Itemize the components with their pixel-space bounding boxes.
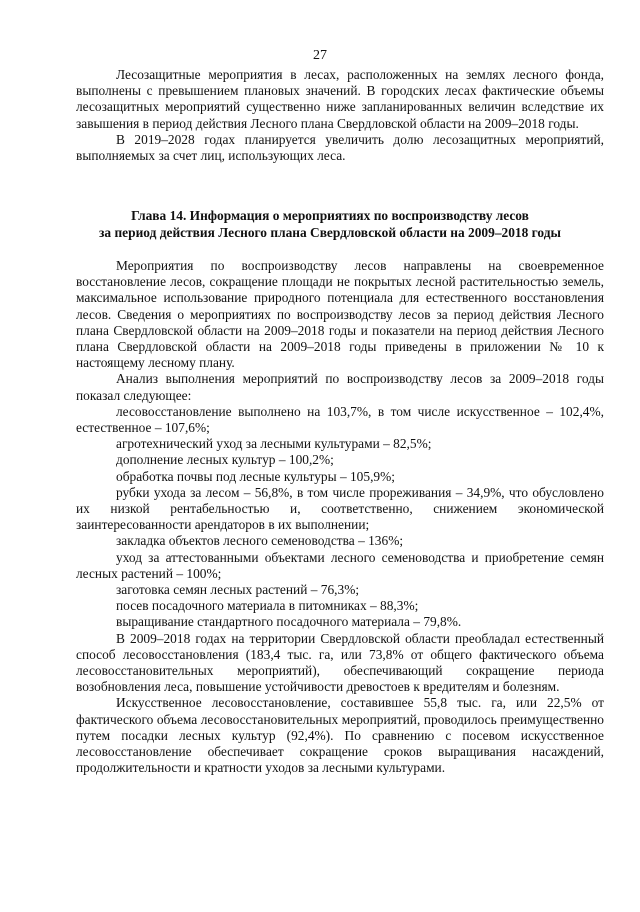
list-item: лесовосстановление выполнено на 103,7%, в том числе искусственное – 102,4%, естественное – 107,6%;: [76, 403, 604, 436]
paragraph: Искусственное лесовосстановление, составившее 55,8 тыс. га, или 22,5% от фактического объема лесовосстановительных мероприятий, проводилось преимущественно путем посадки лесных культур (92,4%). По сравнению с посевом искусственное лесовосстановление обеспечивает сокращение сроков выращивания насаждений, продолжительности и кратности уходов за лесными культурами.: [76, 695, 604, 776]
paragraph: В 2019–2028 годах планируется увеличить долю лесозащитных мероприятий, выполняемых за счет лиц, использующих леса.: [76, 131, 604, 164]
paragraph: Мероприятия по воспроизводству лесов направлены на своевременное восстановление лесов, сокращение площади не покрытых лесной растительностью земель, максимальное использование природного потенциала для естественного восстановления лесов. Сведения о мероприятиях по воспроизводству лесов за период действия Лесного плана Свердловской области на 2009–2018 годы и показатели на период действия Лесного плана Свердловской области на 2009–2018 годы приведены в приложении № 10 к настоящему лесному плану.: [76, 258, 604, 371]
list-item: дополнение лесных культур – 100,2%;: [116, 452, 334, 468]
chapter-heading-line: за период действия Лесного плана Свердловской области на 2009–2018 годы: [99, 224, 561, 240]
list-item: рубки ухода за лесом – 56,8%, в том числе прореживания – 34,9%, что обусловлено их низкой рентабельностью и, соответственно, снижением экономической заинтересованности арендаторов в их выполнении;: [76, 484, 604, 533]
chapter-heading-line: Глава 14. Информация о мероприятиях по воспроизводству лесов: [131, 208, 529, 223]
list-item: уход за аттестованными объектами лесного семеноводства и приобретение семян лесных растений – 100%;: [76, 549, 604, 581]
list-item: агротехнический уход за лесными культурами – 82,5%;: [116, 436, 432, 452]
list-item: закладка объектов лесного семеноводства – 136%;: [116, 533, 404, 549]
page-number: 27: [313, 48, 327, 63]
list-item: заготовка семян лесных растений – 76,3%;: [116, 582, 360, 598]
chapter-body: [76, 258, 604, 777]
paragraph: Лесозащитные мероприятия в лесах, расположенных на землях лесного фонда, выполнены с превышением плановых значений. В городских лесах фактические объемы лесозащитных мероприятий существенно ниже запланированных величин вследствие их завышения в период действия Лесного плана Свердловской области на 2009–2018 годы.: [76, 67, 604, 131]
intro-section: [76, 67, 604, 164]
list-item: посев посадочного материала в питомниках – 88,3%;: [116, 598, 419, 614]
chapter-heading: [60, 208, 600, 241]
list-item: выращивание стандартного посадочного материала – 79,8%.: [116, 614, 462, 630]
paragraph: Анализ выполнения мероприятий по воспроизводству лесов за 2009–2018 годы показал следующее:: [76, 371, 604, 403]
paragraph: В 2009–2018 годах на территории Свердловской области преобладал естественный способ лесовосстановления (183,4 тыс. га, или 73,8% от общего фактического объема лесовосстановительных мероприятий), обеспечивающий сокращение периода возобновления леса, повышение устойчивости древостоев к вредителям и болезням.: [76, 630, 604, 695]
list-item: обработка почвы под лесные культуры – 105,9%;: [116, 468, 395, 484]
